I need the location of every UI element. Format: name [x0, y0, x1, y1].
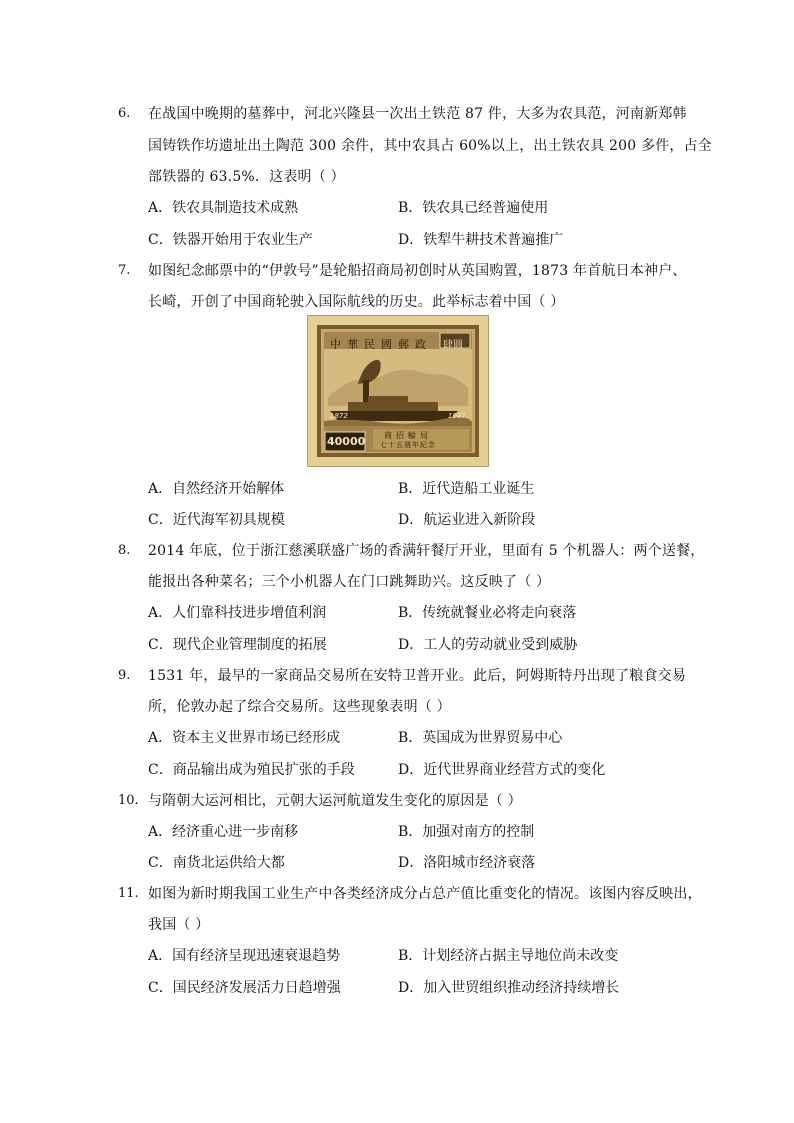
- option-b: B．加强对南方的控制: [398, 824, 535, 840]
- question-text-line: 2014 年底，位于浙江慈溪联盛广场的香满轩餐厅开业，里面有 5 个机器人：两个送餐，: [148, 543, 705, 559]
- question-number: 10.: [118, 793, 139, 808]
- option-d: D．加入世贸组织推动经济持续增长: [398, 980, 620, 996]
- option-b: B．英国成为世界贸易中心: [398, 730, 563, 746]
- stamp-value-badge: 肆圓: [443, 340, 463, 351]
- question-number: 7.: [118, 263, 131, 278]
- option-c: C．近代海军初具规模: [148, 512, 285, 528]
- question-text-line: 长崎，开创了中国商轮驶入国际航线的历史。此举标志着中国（ ）: [148, 294, 565, 310]
- option-c: C．商品输出成为殖民扩张的手段: [148, 762, 355, 778]
- question-number: 6.: [118, 106, 131, 121]
- option-b: B．铁农具已经普遍使用: [398, 200, 549, 216]
- question-text-line: 如图为新时期我国工业生产中各类经济成分占总产值比重变化的情况。该图内容反映出，: [148, 886, 702, 902]
- commemorative-stamp-image: [307, 315, 489, 467]
- option-d: D．洛阳城市经济衰落: [398, 855, 536, 871]
- option-a: A．铁农具制造技术成熟: [148, 200, 299, 216]
- option-c: C．现代企业管理制度的拓展: [148, 637, 327, 653]
- question-text-line: 部铁器的 63.5%．这表明（ ）: [148, 169, 345, 185]
- question-number: 8.: [118, 543, 131, 558]
- option-a: A．经济重心进一步南移: [148, 824, 299, 840]
- option-c: C．铁器开始用于农业生产: [148, 232, 313, 248]
- option-d: D．近代世界商业经营方式的变化: [398, 762, 606, 778]
- question-text-line: 能报出各种菜名；三个小机器人在门口跳舞助兴。这反映了（ ）: [148, 574, 551, 590]
- stamp-year-left: 1872: [330, 412, 348, 420]
- question-text-line: 国铸铁作坊遗址出土陶范 300 余件，其中农具占 60%以上，出土铁农具 200 多件，占全: [148, 138, 713, 154]
- question-number: 9.: [118, 668, 131, 683]
- question-text-line: 1531 年，最早的一家商品交易所在安特卫普开业。此后，阿姆斯特丹出现了粮食交易: [148, 668, 687, 684]
- stamp-bottom-text-2: 七十五週年紀念: [380, 441, 436, 449]
- option-d: D．铁犁牛耕技术普遍推广: [398, 232, 564, 248]
- option-a: A．资本主义世界市场已经形成: [148, 730, 341, 746]
- stamp-denomination: 40000: [327, 435, 366, 448]
- stamp-bottom-text-1: 商招輪局: [384, 431, 432, 440]
- option-c: C．南货北运供给大都: [148, 855, 285, 871]
- question-text-line: 在战国中晚期的墓葬中，河北兴隆县一次出土铁范 87 件，大多为农具范，河南新郑韩: [148, 106, 687, 122]
- stamp-year-right: 1947: [448, 412, 466, 420]
- question-text-line: 所，伦敦办起了综合交易所。这些现象表明（ ）: [148, 699, 451, 715]
- option-a: A．国有经济呈现迅速衰退趋势: [148, 948, 341, 964]
- option-b: B．传统就餐业必将走向衰落: [398, 605, 577, 621]
- option-a: A．人们靠科技进步增值利润: [148, 605, 327, 621]
- option-b: B．计划经济占据主导地位尚未改变: [398, 948, 619, 964]
- option-a: A．自然经济开始解体: [148, 481, 285, 497]
- option-c: C．国民经济发展活力日趋增强: [148, 980, 341, 996]
- option-b: B．近代造船工业诞生: [398, 481, 535, 497]
- question-text-line: 与隋朝大运河相比，元朝大运河航道发生变化的原因是（ ）: [148, 793, 522, 809]
- question-text-line: 我国（ ）: [148, 917, 210, 933]
- option-d: D．航运业进入新阶段: [398, 512, 536, 528]
- question-number: 11.: [118, 886, 139, 901]
- stamp-top-text: 中華民國郵政: [330, 338, 432, 351]
- question-text-line: 如图纪念邮票中的“伊敦号”是轮船招商局初创时从英国购置，1873 年首航日本神户、: [148, 263, 687, 279]
- option-d: D．工人的劳动就业受到威胁: [398, 637, 578, 653]
